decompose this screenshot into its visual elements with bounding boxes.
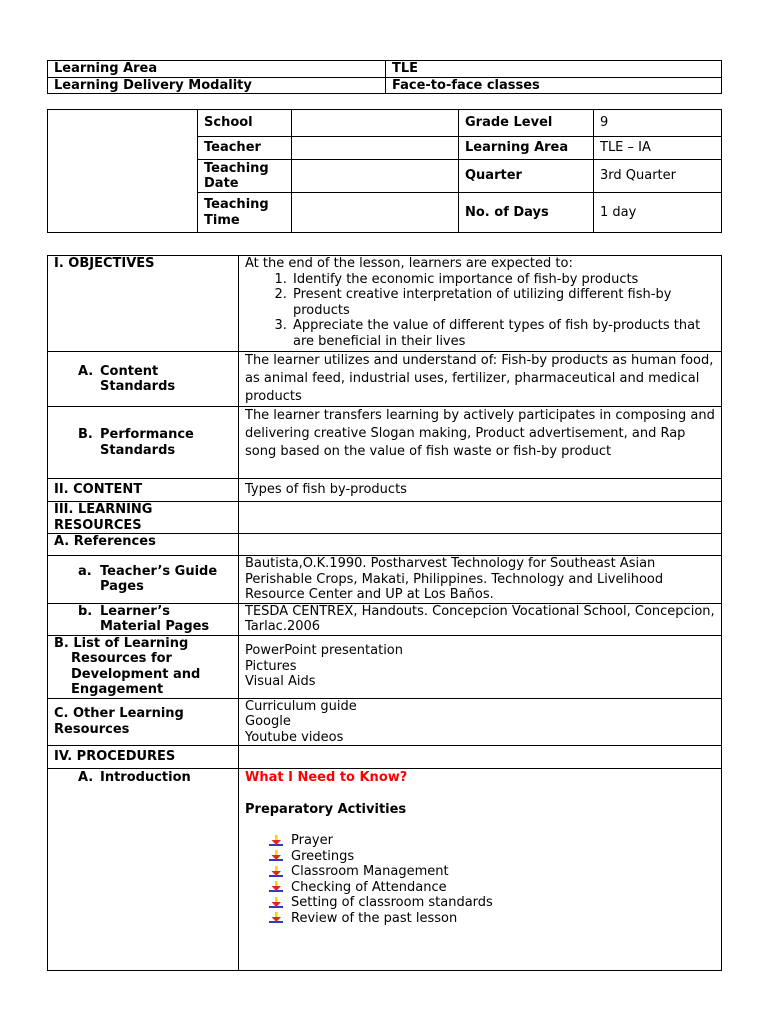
teacher-value	[292, 137, 459, 160]
introduction-cell	[239, 769, 722, 971]
resource-list-label: B. List of Learning Resources for Development and Engagement	[54, 635, 201, 697]
learning-area-value: TLE	[386, 61, 722, 78]
content-standards-marker: A.	[78, 363, 94, 379]
procedures-row	[48, 746, 722, 769]
resource-list-item: Pictures	[245, 658, 297, 674]
school-row	[48, 110, 722, 137]
objectives-row	[48, 256, 722, 352]
area-value: TLE – IA	[594, 137, 722, 160]
preparatory-item	[269, 895, 715, 911]
teachers-guide-text: Bautista,O.K.1990. Postharvest Technology for Southeast Asian Perishable Crops, Makati, Philippines. Technology and Livelihood Resource Center and UP at Los Baños.	[239, 556, 722, 604]
preparatory-item-label: Checking of Attendance	[291, 879, 447, 895]
other-resource-item: Google	[245, 714, 291, 729]
preparatory-item	[269, 849, 715, 865]
learning-resources-label: III. LEARNING RESOURCES	[48, 502, 239, 534]
learners-material-label: Learner’s Material Pages	[100, 603, 210, 634]
references-row	[48, 534, 722, 556]
content-text: Types of fish by-products	[239, 479, 722, 502]
arrow-bullet-icon	[269, 866, 283, 878]
preparatory-item-label: Setting of classroom standards	[291, 895, 493, 910]
performance-standards-text: The learner transfers learning by actively participates in composing and delivering creative Slogan making, Product advertisement, and Rap song based on the value of fish waste or fish-by product	[239, 407, 722, 479]
references-value	[239, 534, 722, 556]
introduction-row	[48, 769, 722, 971]
procedures-label: IV. PROCEDURES	[48, 746, 239, 769]
other-resource-item: Curriculum guide	[245, 698, 357, 714]
time-label: Teaching Time	[198, 193, 292, 233]
objective-item: 3. Appreciate the value of different types of fish by-products that are beneficial in their lives	[291, 318, 715, 349]
teachers-guide-label-cell	[48, 556, 239, 604]
learners-material-label-cell	[48, 603, 239, 635]
objective-item: 1. Identify the economic importance of fish-by products	[291, 272, 715, 288]
introduction-label: Introduction	[100, 770, 191, 785]
resource-list-item: PowerPoint presentation	[245, 643, 403, 659]
procedures-value	[239, 746, 722, 769]
quarter-value: 3rd Quarter	[594, 160, 722, 193]
objectives-list	[245, 272, 715, 350]
school-value	[292, 110, 459, 137]
content-standards-label-cell	[48, 352, 239, 407]
performance-standards-label: Performance Standards	[100, 427, 194, 458]
quarter-label: Quarter	[459, 160, 594, 193]
resource-list-row	[48, 635, 722, 698]
objectives-label: I. OBJECTIVES	[48, 256, 239, 352]
other-resources-cell	[239, 698, 722, 746]
preparatory-item-label: Greetings	[291, 848, 355, 864]
preparatory-item-label: Prayer	[291, 833, 333, 848]
modality-value: Face-to-face classes	[386, 77, 722, 94]
resource-list-cell	[239, 635, 722, 698]
teachers-guide-row	[48, 556, 722, 604]
objectives-intro: At the end of the lesson, learners are expected to:	[245, 256, 573, 271]
learning-area-row	[48, 61, 722, 78]
arrow-bullet-icon	[269, 850, 283, 862]
learners-material-text: TESDA CENTREX, Handouts. Concepcion Vocational School, Concepcion, Tarlac.2006	[239, 603, 722, 635]
objectives-cell	[239, 256, 722, 352]
preparatory-item-label: Review of the past lesson	[291, 910, 458, 926]
arrow-bullet-icon	[269, 835, 283, 847]
learning-resources-value	[239, 502, 722, 534]
other-resources-label: C. Other Learning Resources	[48, 698, 239, 746]
modality-label: Learning Delivery Modality	[48, 77, 386, 94]
grade-value: 9	[594, 110, 722, 137]
days-label: No. of Days	[459, 193, 594, 233]
performance-standards-row	[48, 407, 722, 479]
objective-item: 2. Present creative interpretation of utilizing different fish-by products	[291, 287, 715, 318]
content-standards-row	[48, 352, 722, 407]
lesson-plan-table	[47, 255, 722, 971]
intro-heading: What I Need to Know?	[245, 770, 408, 785]
other-resources-row	[48, 698, 722, 746]
performance-standards-marker: B.	[78, 427, 93, 442]
date-value	[292, 160, 459, 193]
content-row	[48, 479, 722, 502]
preparatory-item	[269, 911, 715, 927]
learning-area-table	[47, 60, 722, 94]
area-label: Learning Area	[459, 137, 594, 160]
preparatory-heading: Preparatory Activities	[245, 801, 407, 817]
content-standards-text: The learner utilizes and understand of: Fish-by products as human food, as animal feed, industrial uses, fertilizer, pharmaceutical and medical products	[239, 352, 722, 407]
grade-label: Grade Level	[459, 110, 594, 137]
school-info-table	[47, 109, 722, 233]
learning-resources-row	[48, 502, 722, 534]
introduction-label-cell	[48, 769, 239, 971]
introduction-marker: A.	[78, 770, 94, 785]
references-label: A. References	[48, 534, 239, 556]
learning-area-label: Learning Area	[48, 61, 386, 78]
arrow-bullet-icon	[269, 912, 283, 924]
teachers-guide-marker: a.	[78, 563, 92, 579]
resource-list-item: Visual Aids	[245, 674, 316, 690]
preparatory-item	[269, 880, 715, 896]
learners-material-row	[48, 603, 722, 635]
arrow-bullet-icon	[269, 881, 283, 893]
performance-standards-label-cell	[48, 407, 239, 479]
time-value	[292, 193, 459, 233]
preparatory-item-label: Classroom Management	[291, 864, 449, 879]
preparatory-item	[269, 833, 715, 849]
other-resource-item: Youtube videos	[245, 729, 344, 745]
learners-material-marker: b.	[78, 603, 93, 619]
preparatory-list	[245, 833, 715, 926]
modality-row	[48, 77, 722, 94]
content-standards-label: Content Standards	[100, 363, 176, 394]
content-label: II. CONTENT	[48, 479, 239, 502]
logo-cell	[48, 110, 198, 233]
date-label: Teaching Date	[198, 160, 292, 193]
preparatory-item	[269, 864, 715, 880]
resource-list-label-cell	[48, 635, 239, 698]
arrow-bullet-icon	[269, 897, 283, 909]
teachers-guide-label: Teacher’s Guide Pages	[100, 563, 218, 595]
days-value: 1 day	[594, 193, 722, 233]
school-label: School	[198, 110, 292, 137]
teacher-label: Teacher	[198, 137, 292, 160]
